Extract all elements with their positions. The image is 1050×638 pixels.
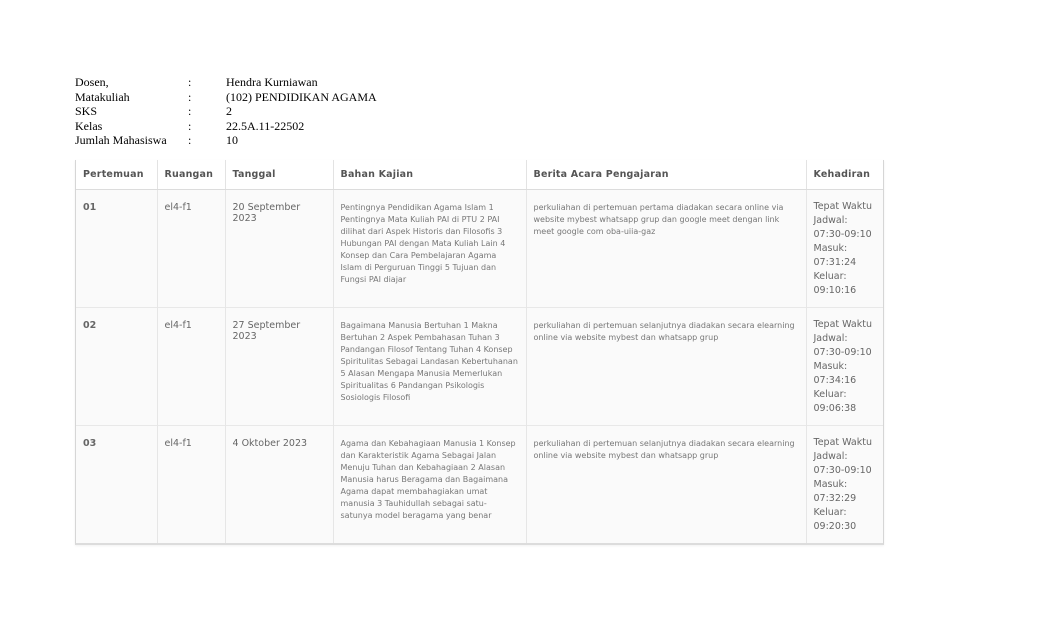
cell-pertemuan: 03 <box>76 426 157 544</box>
cell-tanggal: 27 September 2023 <box>225 308 333 426</box>
cell-pertemuan: 02 <box>76 308 157 426</box>
info-colon: : <box>188 89 192 104</box>
kehadiran-masuk-label: Masuk: <box>813 361 848 372</box>
info-row-jumlah-mahasiswa <box>75 133 377 148</box>
cell-berita-acara: perkuliahan di pertemuan selanjutnya diadakan secara elearning online via website mybest dan whatsapp grup <box>526 308 806 426</box>
cell-berita-acara: perkuliahan di pertemuan pertama diadakan secara online via website mybest whatsapp grup dan google meet dengan link meet google com oba-uiia-gaz <box>526 190 806 308</box>
info-row-dosen <box>75 75 377 90</box>
info-row-matakuliah <box>75 90 377 105</box>
cell-kehadiran <box>806 190 883 308</box>
kehadiran-jadwal-label: Jadwal: <box>813 215 848 226</box>
kehadiran-masuk-value: 07:31:24 <box>813 257 857 268</box>
cell-ruangan: el4-f1 <box>157 308 225 426</box>
course-info <box>75 75 377 148</box>
info-colon: : <box>188 75 192 89</box>
table-header-row <box>76 160 883 190</box>
kehadiran-keluar-value: 09:20:30 <box>813 521 857 532</box>
info-label: Dosen, <box>75 75 109 89</box>
info-value: Hendra Kurniawan <box>226 75 318 89</box>
kehadiran-keluar-label: Keluar: <box>813 271 847 282</box>
kehadiran-masuk-label: Masuk: <box>813 479 848 490</box>
cell-ruangan: el4-f1 <box>157 426 225 544</box>
kehadiran-jadwal-value: 07:30-09:10 <box>813 465 872 476</box>
info-colon: : <box>188 104 192 119</box>
info-row-sks <box>75 104 377 119</box>
kehadiran-jadwal-label: Jadwal: <box>813 451 848 462</box>
kehadiran-status: Tepat Waktu <box>813 437 872 448</box>
column-header-berita-acara: Berita Acara Pengajaran <box>526 160 806 190</box>
attendance-table-wrapper <box>75 160 884 545</box>
info-value: 22.5A.11-22502 <box>226 118 305 133</box>
cell-pertemuan: 01 <box>76 190 157 308</box>
kehadiran-jadwal-value: 07:30-09:10 <box>813 229 872 240</box>
table-row <box>76 308 883 426</box>
info-colon: : <box>188 118 192 133</box>
info-colon: : <box>188 133 192 148</box>
info-label: Jumlah Mahasiswa <box>75 133 167 148</box>
info-value: (102) PENDIDIKAN AGAMA <box>226 89 377 104</box>
cell-bahan-kajian: Bagaimana Manusia Bertuhan 1 Makna Bertuhan 2 Aspek Pembahasan Tuhan 3 Pandangan Filosof Tentang Tuhan 4 Konsep Spiritulitas Sebagai Landasan Kebertuhanan 5 Alasan Mengapa Manusia Memerlukan Spiritualitas 6 Pandangan Psikologis Sosiologis Filosofi <box>333 308 526 426</box>
kehadiran-masuk-value: 07:32:29 <box>813 493 857 504</box>
info-value: 2 <box>226 104 232 119</box>
cell-tanggal: 4 Oktober 2023 <box>225 426 333 544</box>
cell-bahan-kajian: Pentingnya Pendidikan Agama Islam 1 Pentingnya Mata Kuliah PAI di PTU 2 PAI dilihat dari Aspek Historis dan Filosofis 3 Hubungan PAI dengan Mata Kuliah Lain 4 Konsep dan Cara Pembelajaran Agama Islam di Perguruan Tinggi 5 Tujuan dan Fungsi PAI diajar <box>333 190 526 308</box>
kehadiran-keluar-value: 09:10:16 <box>813 285 857 296</box>
kehadiran-masuk-value: 07:34:16 <box>813 375 857 386</box>
column-header-ruangan: Ruangan <box>157 160 225 190</box>
cell-bahan-kajian: Agama dan Kebahagiaan Manusia 1 Konsep dan Karakteristik Agama Sebagai Jalan Menuju Tuhan dan Kebahagiaan 2 Alasan Manusia harus Beragama dan Bagaimana Agama dapat membahagiakan umat manusia 3 Tauhidullah sebagai satu-satunya model beragama yang benar <box>333 426 526 544</box>
kehadiran-masuk-label: Masuk: <box>813 243 848 254</box>
kehadiran-status: Tepat Waktu <box>813 201 872 212</box>
table-row <box>76 426 883 544</box>
info-value: 10 <box>226 133 238 148</box>
kehadiran-status: Tepat Waktu <box>813 319 872 330</box>
kehadiran-jadwal-value: 07:30-09:10 <box>813 347 872 358</box>
kehadiran-keluar-label: Keluar: <box>813 507 847 518</box>
cell-kehadiran <box>806 426 883 544</box>
column-header-bahan-kajian: Bahan Kajian <box>333 160 526 190</box>
cell-kehadiran <box>806 308 883 426</box>
kehadiran-jadwal-label: Jadwal: <box>813 333 848 344</box>
cell-tanggal: 20 September 2023 <box>225 190 333 308</box>
info-row-kelas <box>75 119 377 134</box>
column-header-tanggal: Tanggal <box>225 160 333 190</box>
column-header-kehadiran: Kehadiran <box>806 160 883 190</box>
kehadiran-keluar-label: Keluar: <box>813 389 847 400</box>
cell-ruangan: el4-f1 <box>157 190 225 308</box>
attendance-table <box>76 160 883 543</box>
cell-berita-acara: perkuliahan di pertemuan selanjutnya diadakan secara elearning online via website mybest dan whatsapp grup <box>526 426 806 544</box>
table-row <box>76 190 883 308</box>
info-label: SKS <box>75 104 98 119</box>
info-label: Kelas <box>75 118 103 133</box>
info-label: Matakuliah <box>75 89 130 104</box>
kehadiran-keluar-value: 09:06:38 <box>813 403 857 414</box>
column-header-pertemuan: Pertemuan <box>76 160 157 190</box>
